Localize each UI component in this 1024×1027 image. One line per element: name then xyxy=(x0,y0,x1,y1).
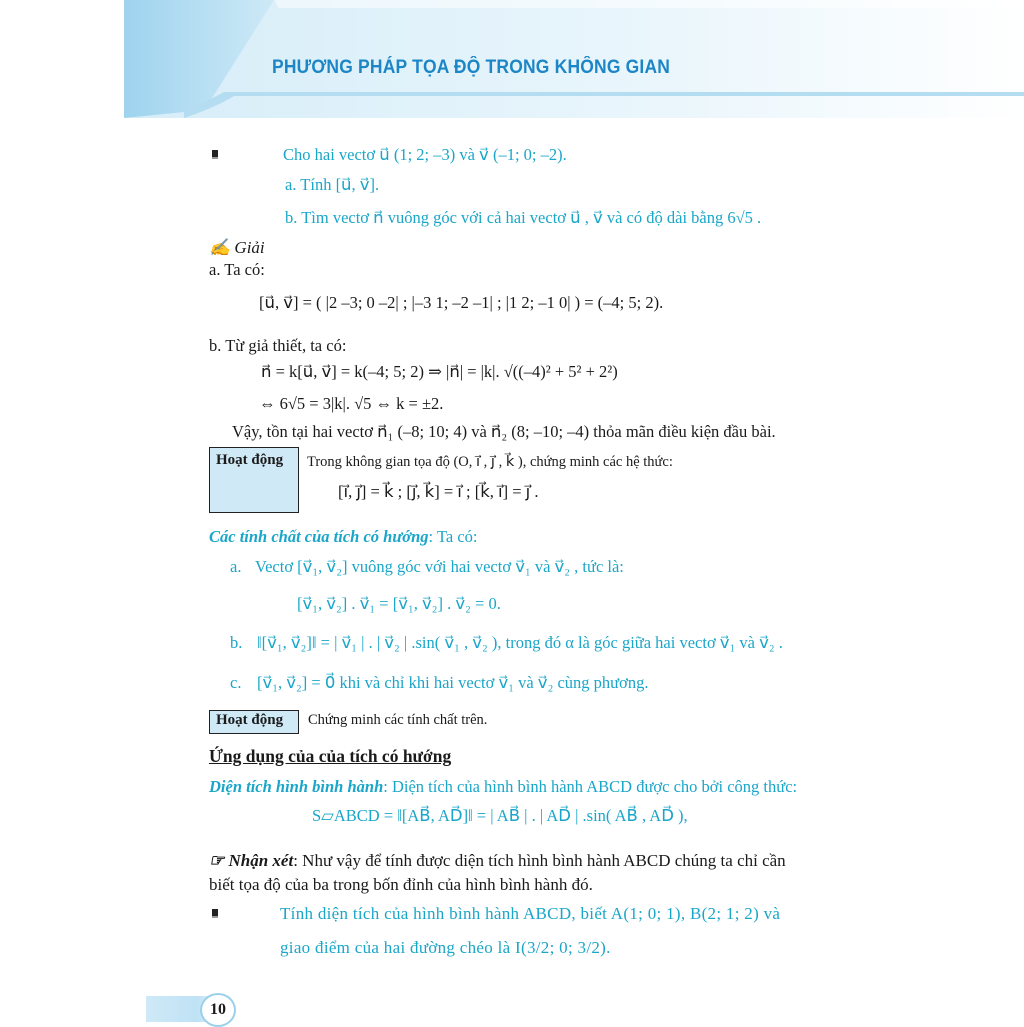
area-line xyxy=(209,777,797,797)
property-a-text: Vectơ [v⃗₁, v⃗₂] vuông góc với hai vectơ v⃗₁ và v⃗₂ , tức là: xyxy=(255,557,624,576)
solution-a-intro: a. Ta có: xyxy=(209,260,265,279)
property-a-formula: [v⃗₁, v⃗₂] . v⃗₁ = [v⃗₁, v⃗₂] . v⃗₂ = 0. xyxy=(297,594,501,613)
property-c-text: [v⃗₁, v⃗₂] = 0⃗ khi và chỉ khi hai vectơ v⃗₁ và v⃗₂ cùng phương. xyxy=(257,673,649,692)
remark-text2: biết tọa độ của ba trong bốn đỉnh của hình bình hành đó. xyxy=(209,875,593,894)
activity-label: Hoạt động xyxy=(216,452,284,468)
area-formula: S▱ABCD = ‖[AB⃗, AD⃗]‖ = | AB⃗ | . | AD⃗ | .sin( AB⃗ , AD⃗ ), xyxy=(312,806,688,825)
bullet-icon xyxy=(212,150,218,159)
ex1-part-a: a. Tính [u⃗, v⃗]. xyxy=(285,175,380,194)
properties-heading-suffix: : Ta có: xyxy=(428,527,478,546)
remark-text: : Như vậy để tính được diện tích hình bình hành ABCD chúng ta chỉ cần xyxy=(293,851,786,870)
property-a-label: a. xyxy=(230,557,242,576)
page-number: 10 xyxy=(200,993,236,1027)
properties-heading-line xyxy=(209,527,477,547)
property-b-label: b. xyxy=(230,633,243,652)
solution-b-intro: b. Từ giả thiết, ta có: xyxy=(209,336,347,355)
activity2-label: Hoạt động xyxy=(216,712,284,728)
activity-text: Trong không gian tọa độ (O, i⃗ , j⃗ , k⃗ ), chứng minh các hệ thức: xyxy=(307,454,673,470)
ex2-line1: Tính diện tích của hình bình hành ABCD, biết A(1; 0; 1), B(2; 1; 2) và xyxy=(280,904,781,923)
remark-label: ☞ Nhận xét xyxy=(209,851,294,870)
activity2-text: Chứng minh các tính chất trên. xyxy=(308,712,488,728)
applications-heading: Ứng dụng của của tích có hướng xyxy=(209,746,452,766)
ex2-line2: giao điểm của hai đường chéo là I(3/2; 0; 3/2). xyxy=(280,938,611,957)
solution-a-formula: [u⃗, v⃗] = ( |2 –3; 0 –2| ; |–3 1; –2 –1| ; |1 2; –1 0| ) = (–4; 5; 2). xyxy=(259,293,664,312)
solution-b-line2: ⇔ 6√5 = 3|k|. √5 ⇔ k = ±2. xyxy=(259,394,444,413)
solution-b-line1: n⃗ = k[u⃗, v⃗] = k(–4; 5; 2) ⇒ |n⃗| = |k|. √((–4)² + 5² + 2²) xyxy=(261,362,618,381)
remark-line xyxy=(209,851,786,871)
activity-formula: [i⃗, j⃗] = k⃗ ; [j⃗, k⃗] = i⃗ ; [k⃗, i⃗] = j⃗ . xyxy=(338,482,539,501)
property-b-text: ‖[v⃗₁, v⃗₂]‖ = | v⃗₁ | . | v⃗₂ | .sin( v⃗₁ , v⃗₂ ), trong đó α là góc giữa hai vectơ v⃗₁ và v⃗₂ . xyxy=(257,633,783,652)
properties-heading: Các tính chất của tích có hướng xyxy=(209,527,429,546)
solution-conclusion: Vậy, tồn tại hai vectơ n⃗₁ (–8; 10; 4) và n⃗₂ (8; –10; –4) thỏa mãn điều kiện đầu bài. xyxy=(232,422,776,441)
solution-label: ✍ Giải xyxy=(209,238,265,257)
property-c-label: c. xyxy=(230,673,242,692)
bullet-icon xyxy=(212,909,218,918)
ex1-statement: Cho hai vectơ u⃗ (1; 2; –3) và v⃗ (–1; 0; –2). xyxy=(283,145,567,164)
area-text: : Diện tích của hình bình hành ABCD được cho bởi công thức: xyxy=(383,777,798,796)
ex1-part-b: b. Tìm vectơ n⃗ vuông góc với cả hai vectơ u⃗ , v⃗ và có độ dài bằng 6√5 . xyxy=(285,208,762,227)
page-title: PHƯƠNG PHÁP TỌA ĐỘ TRONG KHÔNG GIAN xyxy=(272,57,671,78)
area-heading: Diện tích hình bình hành xyxy=(209,777,384,796)
